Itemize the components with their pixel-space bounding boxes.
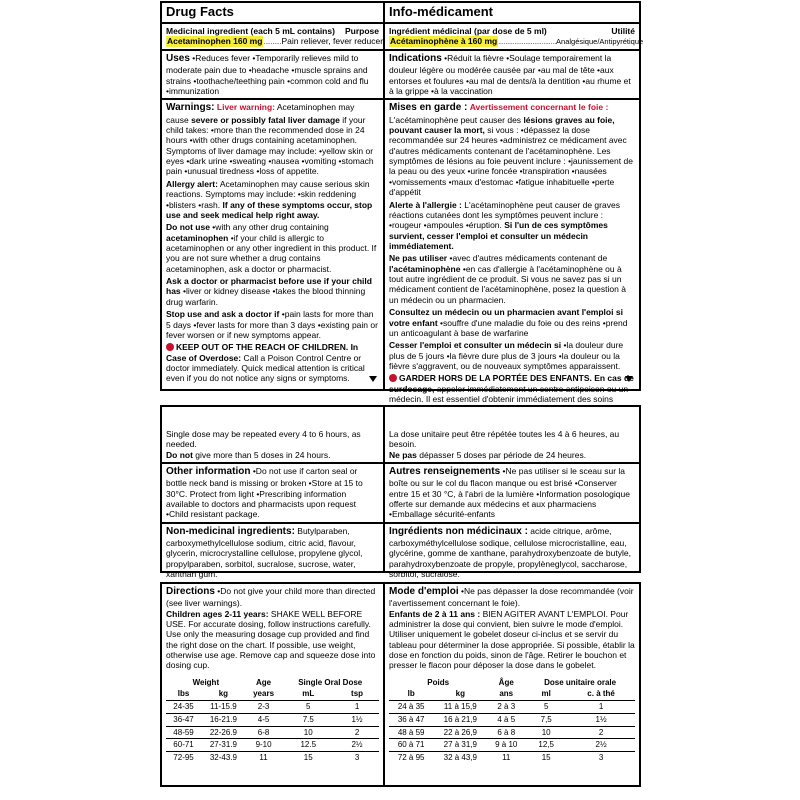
table-cell: 16 à 21,9 <box>443 714 477 724</box>
allergy-bold: If any of these symptoms occur, stop use and seek medical help right away. <box>166 199 373 220</box>
mode-emploi-text: •Ne pas dépasser la dose recommandée (voir l'avertissement concernant le foie). <box>389 586 634 609</box>
french-column <box>385 407 639 579</box>
table-cell: 27 à 31,9 <box>443 740 477 750</box>
table-cell: 2 <box>598 727 604 737</box>
table-row <box>166 739 379 752</box>
table-cell: 36 à 47 <box>397 714 425 724</box>
mi-purpose: Pain reliever, fever reducer <box>281 36 384 47</box>
liver-warning-label: Liver warning: <box>216 102 275 113</box>
repeat-text-fr: La dose unitaire peut être répétée toutes les 4 à 6 heures, au besoin. <box>389 429 620 450</box>
col-kg-fr: kg <box>433 688 487 700</box>
ne-pas-utiliser-text-2: •en cas d'allergie à l'acétaminophène ou à tout autre ingrédient de ce produit. Si vous ne savez pas si un médicament contient de l'acétaminophène, posez la question à un médecin ou un pharmacien. <box>389 263 626 305</box>
table-cell: 9-10 <box>255 740 272 750</box>
col-lbs: lbs <box>166 688 201 700</box>
table-cell: 48-59 <box>173 727 194 737</box>
table-cell: 7,5 <box>540 714 552 724</box>
liver-bold: severe or possibly fatal liver damage <box>191 114 340 125</box>
table-cell: 22 à 26,9 <box>443 727 477 737</box>
dosing-frequency-section-fr <box>385 407 639 464</box>
keep-out-heading: KEEP OUT OF THE REACH OF CHILDREN. In Case of Overdose: <box>166 342 359 363</box>
table-cell: 60-71 <box>173 740 194 750</box>
ne-pas-bold: Ne pas <box>389 449 417 460</box>
english-column <box>162 407 385 579</box>
mi-name-fr: Acétaminophène à 160 mg <box>390 36 498 47</box>
table-row <box>389 701 635 714</box>
indications-section <box>385 51 639 100</box>
ne-pas-utiliser-bold: l'acétaminophène <box>389 263 461 274</box>
uses-text: •Reduces fever •Temporarily relieves mild to moderate pain due to •headache •muscle sprains and strains •toothache/teething pain •common cold and flu •immunization <box>166 53 369 97</box>
non-medicinal-heading: Non-medicinal ingredients: <box>166 525 295 537</box>
other-information-text: •Do not use if carton seal or bottle neck band is missing or broken •Store at 15 to 30°C. Protect from light •Prescribing information available to doctors and pharmacists upon request •Child resistant package. <box>166 466 363 520</box>
table-cell: 5 <box>306 702 311 712</box>
non-medicinal-text: Butylparaben, carboxymethylcellulose sodium, citric acid, flavour, glycerin, microcrystalline cellulose, propylene glycol, propylparaben, sorbitol, sucralose, sucrose, water, xanthan gum. <box>166 525 363 579</box>
liver-text: Acetaminophen may cause <box>166 102 355 125</box>
cesser-heading: Cesser l'emploi et consulter un médecin si <box>389 340 562 351</box>
dosing-frequency-section <box>162 407 383 464</box>
table-cell: 11 <box>502 753 511 763</box>
table-cell: 2½ <box>595 740 607 750</box>
weight-header: Weight <box>192 677 220 687</box>
table-cell: 9 à 10 <box>495 740 518 750</box>
table-cell: 27-31.9 <box>209 740 237 750</box>
age-header-fr: Âge <box>498 677 514 687</box>
autres-renseignements-text: •Ne pas utiliser si le sceau sur la boîte ou sur le col du flacon manque ou est brisé •Conserver entre 15 et 30 °C, à l'abri de la lumière •Information posologique offerte sur demande aux médecins et aux pharmaciens •Emballage sécurité-enfants <box>389 466 630 520</box>
mi-name: Acetaminophen 160 mg <box>167 36 263 47</box>
ne-pas-utiliser-text: •avec d'autres médicaments contenant de <box>449 253 608 264</box>
directions-text: •Do not give your child more than directed (see liver warnings). <box>166 586 376 609</box>
table-row <box>389 752 635 764</box>
table-cell: 1 <box>354 702 360 712</box>
table-row <box>166 701 379 714</box>
mi-dots: .......... <box>263 39 282 47</box>
table-cell: 3 <box>354 753 360 763</box>
table-cell: 1½ <box>595 714 607 724</box>
mi-purpose-label: Purpose <box>344 25 379 36</box>
directions-heading: Directions <box>166 586 215 597</box>
consultez-heading: Consultez un médecin ou un pharmacien avant l'emploi si votre enfant <box>389 307 623 328</box>
french-column <box>385 3 644 405</box>
stop-use-heading: Stop use and ask a doctor if <box>166 309 280 320</box>
consultez-text: •souffre d'une maladie du foie ou des reins •prend un anticoagulant à base de warfarine <box>389 317 628 338</box>
table-cell: 22-26.9 <box>209 727 237 737</box>
mises-en-garde-section <box>385 100 639 405</box>
ask-doctor-text: •liver or kidney disease •takes the blood thinning drug warfarin. <box>166 286 366 307</box>
cesser-text: •la douleur dure plus de 5 jours •la fièvre dure plus de 3 jours •la douleur ou la fièvre s'aggravent, ou de nouveaux symptômes apparaissent. <box>389 340 624 371</box>
autres-renseignements-section <box>385 464 639 524</box>
warnings-section <box>162 100 383 386</box>
garder-text: appeler immédiatement un centre antipoison ou un médecin. Il est essentiel d'obtenir immédiatement des soins <box>389 383 629 405</box>
allergy-bold-fr: Si l'un de ces symptômes survient, cesser l'emploi et consulter un médecin immédiatement. <box>389 220 608 251</box>
indications-text: •Réduit la fièvre •Soulage temporairement la douleur légère ou modérée causée par •au mal de tête •aux entorses et foulures •au mal de dents/à la dentition •au rhume et à la grippe •à la vaccination <box>389 53 631 97</box>
table-cell: 4 à 5 <box>497 714 516 724</box>
french-column <box>385 584 639 785</box>
table-cell: 11 <box>259 753 268 763</box>
do-not-use-text: •with any other drug containing <box>212 222 329 233</box>
drug-facts-title: Drug Facts <box>162 3 383 24</box>
table-row <box>166 726 379 739</box>
garder-heading: GARDER HORS DE LA PORTÉE DES ENFANTS. En cas de surdosage, <box>389 373 634 394</box>
table-cell: 15 <box>303 753 313 763</box>
table-cell: 4-5 <box>257 714 270 724</box>
mises-en-garde-heading: Mises en garde : <box>389 102 468 114</box>
do-not-use-bold: acetaminophen <box>166 232 229 243</box>
uses-heading: Uses <box>166 53 190 65</box>
uses-section <box>162 51 383 100</box>
col-tsp: tsp <box>335 688 379 700</box>
table-cell: 32 à 43,9 <box>443 753 477 763</box>
table-cell: 11-15.9 <box>210 702 237 712</box>
poids-header: Poids <box>427 677 450 687</box>
table-cell: 32-43.9 <box>209 753 237 763</box>
non-medicinaux-heading: Ingrédients non médicinaux : <box>389 525 528 537</box>
table-cell: 24 à 35 <box>397 702 425 712</box>
table-cell: 1½ <box>351 714 363 724</box>
table-cell: 2 à 3 <box>497 702 516 712</box>
table-cell: 72-95 <box>173 753 194 763</box>
directions-section <box>162 584 383 673</box>
do-not-text: give more than 5 doses in 24 hours. <box>195 449 331 460</box>
table-cell: 2-3 <box>257 702 270 712</box>
do-not-use-heading: Do not use <box>166 222 210 233</box>
repeat-text: Single dose may be repeated every 4 to 6 hours, as needed. <box>166 429 361 450</box>
table-cell: 2 <box>354 727 360 737</box>
medicinal-ingredient-section <box>162 24 383 51</box>
mi-label-fr: Ingrédient médicinal (par dose de 5 ml) <box>389 25 547 36</box>
table-cell: 7.5 <box>302 714 314 724</box>
liver-text-fr: L'acétaminophène peut causer des <box>389 114 522 125</box>
ne-pas-utiliser-heading: Ne pas utiliser <box>389 253 448 264</box>
allergy-heading: Allergy alert: <box>166 178 218 189</box>
dosing-table-fr <box>389 677 635 764</box>
table-row <box>389 726 635 739</box>
table-cell: 2½ <box>351 740 363 750</box>
enfants-text: BIEN AGITER AVANT L'EMPLOI. Pour administrer la dose qui convient, bien suivre le mode d'emploi. Utiliser uniquement le gobelet doseur ci-inclus et se servir du tableau pour déterminer la dose appropriée. Si possible, établir la dose en fonction du poids, sinon de l'âge. Retirer le bouchon et presser le flacon pour déposer la dose dans le gobelet. <box>389 608 635 671</box>
mode-emploi-section <box>385 584 639 673</box>
table-cell: 11 à 15,9 <box>443 702 477 712</box>
table-cell: 24-35 <box>173 702 194 712</box>
mi-dots-fr: ................................ <box>498 39 557 47</box>
children-text: SHAKE WELL BEFORE USE. For accurate dosing, follow instructions carefully. Use only the measuring dosage cup provided and find the right dose on the chart. If possible, use weight, otherwise use age. Remove cap and squeeze dose into dosing cup. <box>166 608 376 671</box>
table-cell: 3 <box>598 753 604 763</box>
table-cell: 60 à 71 <box>397 740 425 750</box>
table-cell: 5 <box>543 702 549 712</box>
col-c-a-the: c. à thé <box>567 688 635 700</box>
mi-label: Medicinal ingredient (each 5 mL contains) <box>166 25 335 36</box>
other-information-section <box>162 464 383 524</box>
dosing-table <box>166 677 379 764</box>
autres-renseignements-heading: Autres renseignements <box>389 466 501 478</box>
info-medicament-title: Info-médicament <box>385 3 639 24</box>
children-bold: Children ages 2-11 years: <box>166 608 269 619</box>
table-row <box>166 752 379 764</box>
allergy-heading-fr: Alerte à l'allergie : <box>389 199 462 210</box>
do-not-use-text-2: •if your child is allergic to acetaminophen or any other ingredient in this product. If you are not sure whether a drug contains acetaminophen, ask a doctor or pharmacist. <box>166 232 377 274</box>
drug-facts-panel <box>160 1 644 405</box>
table-cell: 12,5 <box>538 740 554 750</box>
table-cell: 15 <box>541 753 551 763</box>
liver-bold-fr: lésions graves au foie, pouvant causer la mort, <box>389 114 615 136</box>
non-medicinaux-section <box>385 524 639 582</box>
col-ml-fr: ml <box>525 688 567 700</box>
table-row <box>166 713 379 726</box>
table-cell: 10 <box>541 727 551 737</box>
mi-purpose-fr: Analgésique/Antipyrétique <box>556 37 644 47</box>
warning-dot-icon <box>166 343 174 351</box>
warning-dot-icon <box>389 374 397 382</box>
table-row <box>389 713 635 726</box>
enfants-bold: Enfants de 2 à 11 ans : <box>389 608 481 619</box>
drug-facts-continued-panel <box>160 405 641 579</box>
table-cell: 72 à 95 <box>397 753 425 763</box>
col-ans: ans <box>487 688 525 700</box>
table-cell: 12.5 <box>300 740 317 750</box>
table-cell: 6-8 <box>257 727 270 737</box>
col-years: years <box>246 688 282 700</box>
table-cell: 6 à 8 <box>497 727 516 737</box>
table-cell: 1 <box>598 702 604 712</box>
col-lb: lb <box>389 688 433 700</box>
stop-use-text: •pain lasts for more than 5 days •fever lasts for more than 3 days •existing pain or fever worsen or if new symptoms appear. <box>166 309 378 340</box>
non-medicinaux-text: acide citrique, arôme, carboxyméthylcellulose sodique, cellulose microcristalline, eau, glycérine, gomme de xanthane, parahydroxybenzoate de butyle, parahydroxybenzoate de propyle, propylèneglycol, saccharose, sorbitol, sucralose. <box>389 525 631 579</box>
col-ml: mL <box>281 688 335 700</box>
dose-header: Single Oral Dose <box>298 677 363 687</box>
other-information-heading: Other information <box>166 466 251 478</box>
continue-arrow-icon <box>369 376 377 382</box>
table-cell: 48 à 59 <box>397 727 425 737</box>
ingredient-medicinal-section <box>385 24 644 51</box>
warnings-heading: Warnings: <box>166 102 215 114</box>
keep-out-text: Call a Poison Control Centre or doctor immediately. Quick medical attention is critical even if you do not notice any signs or symptoms. <box>166 352 365 384</box>
english-column <box>162 3 385 389</box>
mode-emploi-heading: Mode d'emploi <box>389 586 459 597</box>
indications-heading: Indications <box>389 53 442 65</box>
col-kg: kg <box>201 688 246 700</box>
mi-purpose-label-fr: Utilité <box>611 25 635 36</box>
non-medicinal-section <box>162 524 383 582</box>
do-not-bold: Do not <box>166 449 193 460</box>
allergy-text-fr: L'acétaminophène peut causer de graves réactions cutanées dont les symptômes peuvent inclure : •rougeur •ampoules •éruption. <box>389 199 620 231</box>
continue-arrow-icon <box>625 376 633 382</box>
table-row <box>389 739 635 752</box>
ne-pas-text: dépasser 5 doses par période de 24 heures. <box>419 449 587 460</box>
dose-header-fr: Dose unitaire orale <box>544 677 617 687</box>
table-cell: 16-21.9 <box>209 714 237 724</box>
table-cell: 36-47 <box>173 714 194 724</box>
table-cell: 10 <box>303 727 313 737</box>
liver-warning-label-fr: Avertissement concernant le foie : <box>469 102 609 113</box>
liver-text-2: if your child takes: •more than the recommended dose in 24 hours •with other drugs containing acetaminophen. Symptoms of liver damage may include: •yellow skin or eyes •dark urine •sweating •nausea •vomiting •stomach pain •unusual tiredness •loss of appetite. <box>166 114 374 177</box>
liver-text-2-fr: si vous : •dépassez la dose recommandée sur 24 heures •administrez ce médicament avec d'autres médicaments contenant de l'acétaminophène. Les symptômes de lésions au foie peuvent inclure : •jaunissement de la peau ou des yeux •urine foncée •transpiration •nausées •vomissements •maux d'estomac •fatigue inhabituelle •perte d'appétit <box>389 125 633 198</box>
age-header: Age <box>256 677 272 687</box>
allergy-text: Acetaminophen may cause serious skin reactions. Symptoms may include: •skin reddening •blisters •rash. <box>166 178 370 210</box>
directions-panel <box>160 582 641 787</box>
english-column <box>162 584 385 785</box>
ask-doctor-heading: Ask a doctor or pharmacist before use if your child has <box>166 276 372 297</box>
